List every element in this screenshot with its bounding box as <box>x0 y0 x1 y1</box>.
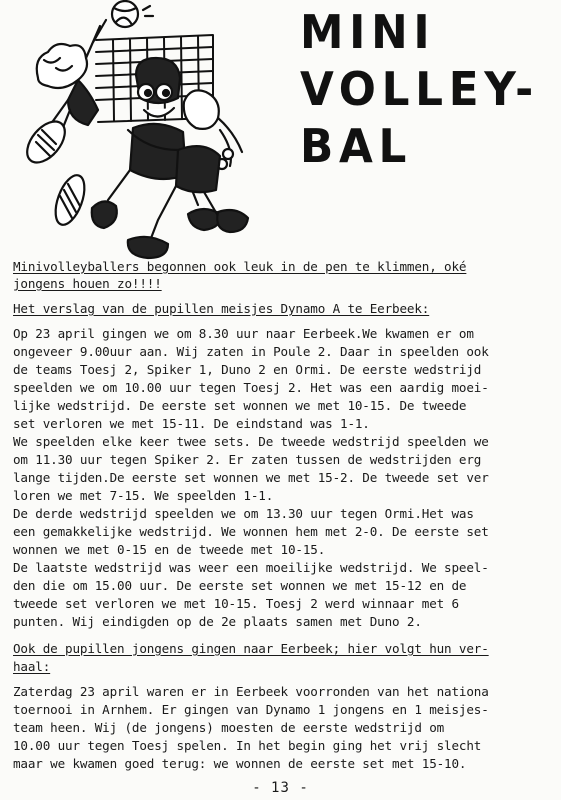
body-line: Zaterdag 23 april waren er in Eerbeek voorronden van het nationa <box>13 684 489 699</box>
body-line: wonnen we met 0-15 en de tweede met 10-15. <box>13 542 326 557</box>
body-line: een gemakkelijke wedstrijd. We wonnen hem met 2-0. De eerste set <box>13 524 489 539</box>
body-line: set verloren we met 15-11. De eindstand was 1-1. <box>13 416 370 431</box>
body-line: speelden we om 10.00 uur tegen Toesj 2. Het was een aardig moei- <box>13 380 489 395</box>
body-line: loren we met 7-15. We speelden 1-1. <box>13 488 274 503</box>
body-line: 10.00 uur tegen Toesj spelen. In het begin ging het vrij slecht <box>13 738 482 753</box>
body-line: De derde wedstrijd speelden we om 13.30 uur tegen Ormi.Het was <box>13 506 474 521</box>
body-line: ongeveer 9.00uur aan. Wij zaten in Poule 2. Daar in speelden ook <box>13 344 489 359</box>
intro-line-1: Minivolleyballers begonnen ook leuk in de pen te klimmen, oké <box>13 259 467 274</box>
page-title <box>300 4 540 175</box>
body-line: team heen. Wij (de jongens) moesten de eerste wedstrijd om <box>13 720 445 735</box>
title-line-2: VOLLEY- <box>300 62 540 116</box>
page-number: - 13 - <box>252 780 309 796</box>
body-line: om 11.30 uur tegen Spiker 2. Er zaten tussen de wedstrijden erg <box>13 452 482 467</box>
intro-line-2: jongens houen zo!!!! <box>13 276 162 291</box>
title-line-1: MINI <box>300 5 436 59</box>
section2-heading-line-1: Ook de pupillen jongens gingen naar Eerbeek; hier volgt hun ver- <box>13 641 489 656</box>
section2-heading-line-2: haal: <box>13 659 51 674</box>
body-line: Op 23 april gingen we om 8.30 uur naar Eerbeek.We kwamen er om <box>13 326 474 341</box>
section1-heading: Het verslag van de pupillen meisjes Dynamo A te Eerbeek: <box>13 301 430 316</box>
left-player <box>20 20 106 229</box>
body-line: lange tijden.De eerste set wonnen we met 15-2. De tweede set ver <box>13 470 489 485</box>
body-line: toernooi in Arnhem. Er gingen van Dynamo 1 jongens en 1 meisjes- <box>13 702 489 717</box>
body-line: tweede set verloren we met 10-15. Toesj 2 werd winnaar met 6 <box>13 596 459 611</box>
volleyball-icon <box>112 1 153 27</box>
body-line: punten. Wij eindigden op de 2e plaats samen met Duno 2. <box>13 614 422 629</box>
body-line: de teams Toesj 2, Spiker 1, Duno 2 en Ormi. De eerste wedstrijd <box>13 362 482 377</box>
body-line: De laatste wedstrijd was weer een moeilijke wedstrijd. We speel- <box>13 560 489 575</box>
title-line-3: BAL <box>300 119 413 173</box>
body-line: den die om 15.00 uur. De eerste set wonnen we met 15-12 en de <box>13 578 467 593</box>
body-line: We speelden elke keer twee sets. De tweede wedstrijd speelden we <box>13 434 489 449</box>
body-line: maar we kwamen goed terug: we wonnen de eerste set met 15-10. <box>13 756 467 771</box>
volleyball-players-illustration <box>8 0 260 262</box>
body-line: lijke wedstrijd. De eerste set wonnen we met 10-15. De tweede <box>13 398 467 413</box>
